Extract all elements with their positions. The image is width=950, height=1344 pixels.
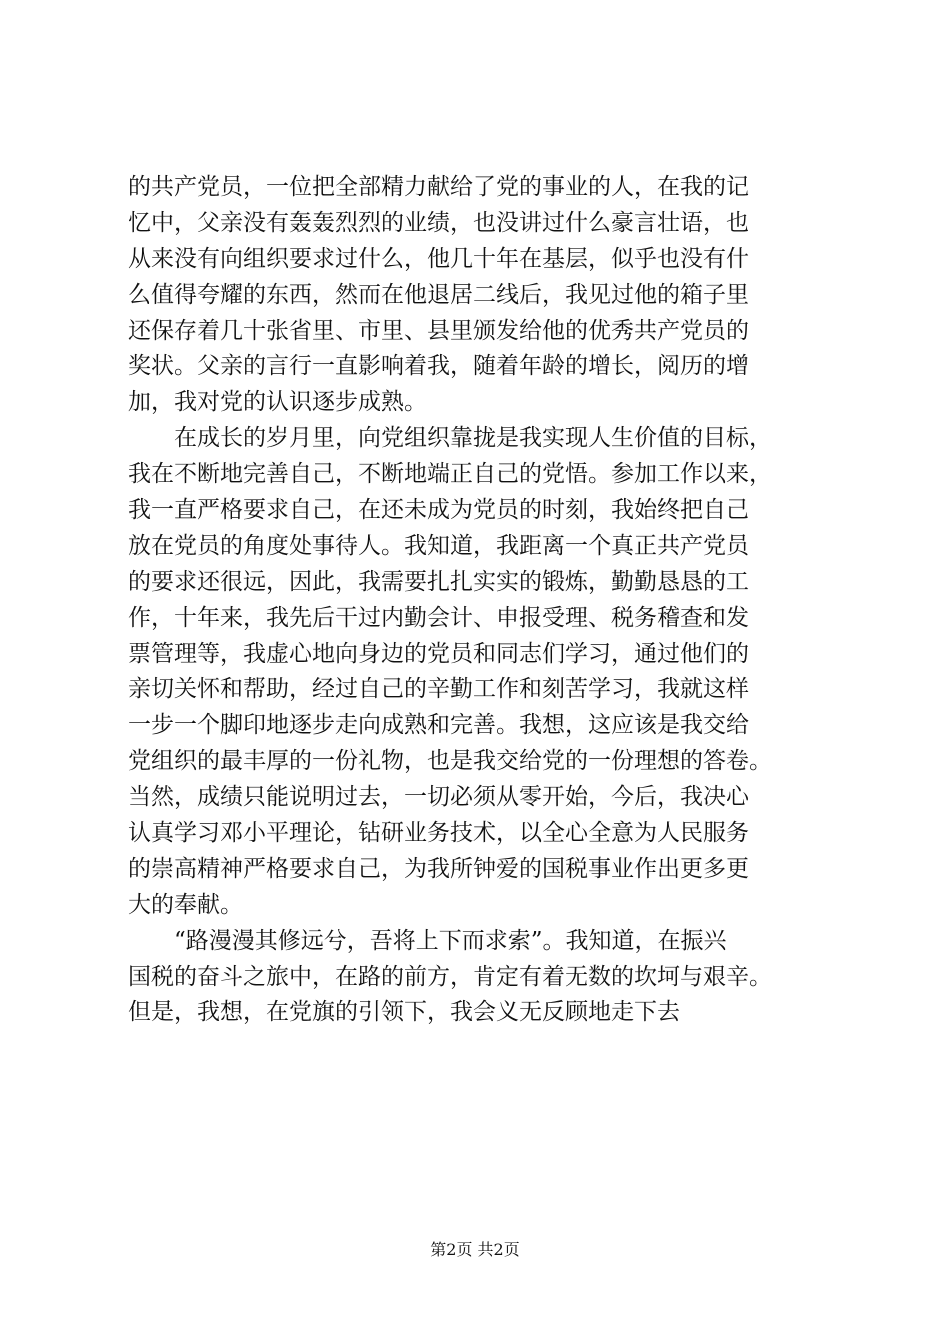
page-number: 第2页 共2页 (430, 1240, 520, 1259)
text-line: 票管理等，我虚心地向身边的党员和同志们学习，通过他们的 (128, 640, 749, 667)
text-line: 奖状。父亲的言行一直影响着我，随着年龄的增长，阅历的增 (128, 353, 749, 380)
text-line: 在成长的岁月里，向党组织靠拢是我实现人生价值的目标， (128, 425, 772, 452)
text-line: 加，我对党的认识逐步成熟。 (128, 389, 427, 416)
document-body (128, 170, 848, 1031)
text-line: 认真学习邓小平理论，钻研业务技术，以全心全意为人民服务 (128, 820, 749, 847)
text-line: 的要求还很远，因此，我需要扎扎实实的锻炼，勤勤恳恳的工 (128, 568, 749, 595)
text-line: 从来没有向组织要求过什么，他几十年在基层，似乎也没有什 (128, 245, 749, 272)
text-line: 还保存着几十张省里、市里、县里颁发给他的优秀共产党员的 (128, 317, 749, 344)
text-line: 党组织的最丰厚的一份礼物，也是我交给党的一份理想的答卷。 (128, 748, 772, 775)
text-line: 忆中，父亲没有轰轰烈烈的业绩，也没讲过什么豪言壮语，也 (128, 209, 749, 236)
text-line: 我在不断地完善自己，不断地端正自己的党悟。参加工作以来， (128, 461, 772, 488)
text-line: 当然，成绩只能说明过去，一切必须从零开始，今后，我决心 (128, 784, 749, 811)
text-line: 作，十年来，我先后干过内勤会计、申报受理、税务稽查和发 (128, 604, 749, 631)
text-line: 但是，我想，在党旗的引领下，我会义无反顾地走下去 (128, 999, 680, 1026)
text-line: 么值得夸耀的东西，然而在他退居二线后，我见过他的箱子里 (128, 281, 749, 308)
page-footer (0, 1240, 950, 1260)
text-line: 的共产党员，一位把全部精力献给了党的事业的人，在我的记 (128, 174, 749, 200)
text-line: 国税的奋斗之旅中，在路的前方，肯定有着无数的坎坷与艰辛。 (128, 963, 772, 990)
text-line: 放在党员的角度处事待人。我知道，我距离一个真正共产党员 (128, 532, 749, 559)
text-line: 我一直严格要求自己，在还未成为党员的时刻，我始终把自己 (128, 497, 749, 524)
text-line: 大的奉献。 (128, 891, 243, 918)
text-line: 亲切关怀和帮助，经过自己的辛勤工作和刻苦学习，我就这样 (128, 676, 749, 703)
text-line: “路漫漫其修远兮，吾将上下而求索”。我知道，在振兴 (128, 927, 727, 954)
text-line: 的崇高精神严格要求自己，为我所钟爱的国税事业作出更多更 (128, 855, 749, 882)
text-line: 一步一个脚印地逐步走向成熟和完善。我想，这应该是我交给 (128, 712, 749, 739)
